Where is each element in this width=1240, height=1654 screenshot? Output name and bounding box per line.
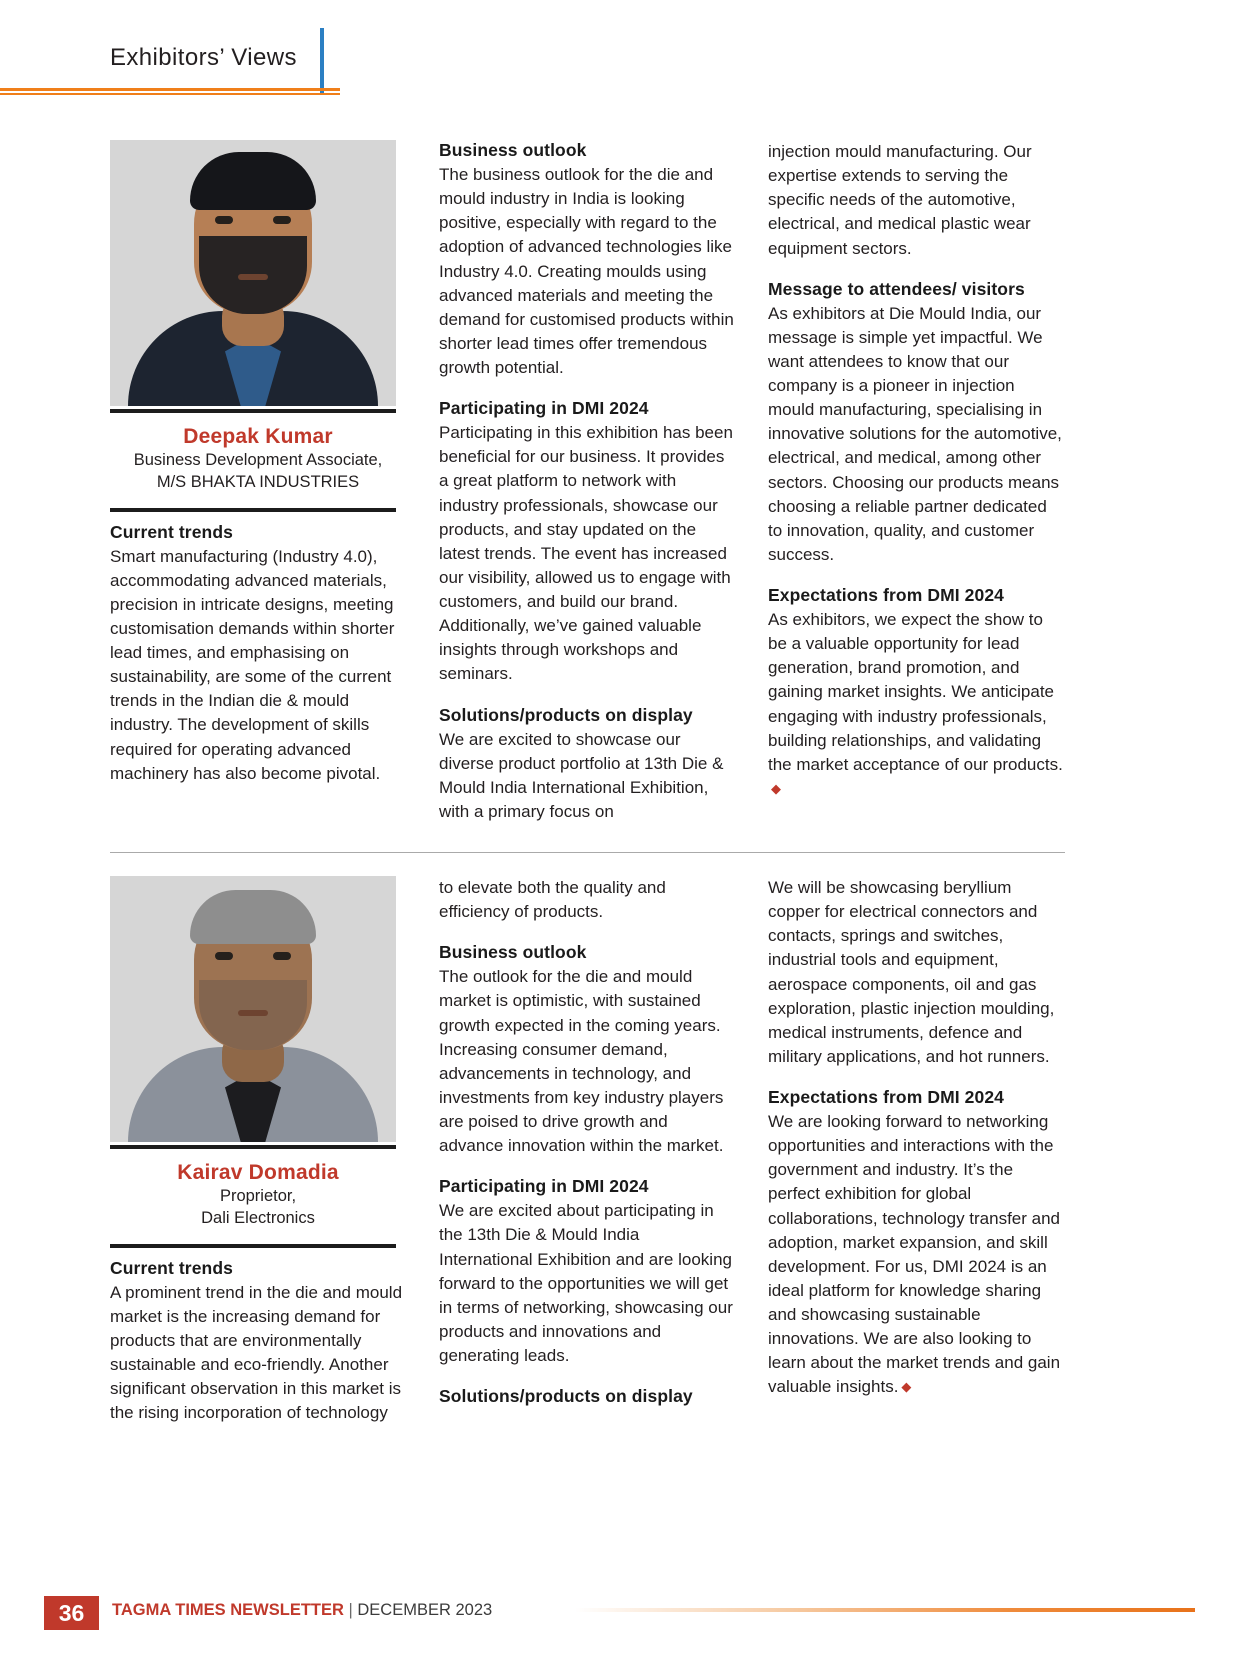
article-left-column — [110, 876, 406, 1425]
section-body: As exhibitors at Die Mould India, our message is simple yet impactful. We want attendees to know that our company is a pioneer in injection mould manufacturing, specialising in innovative solutions for the automotive, electrical, and medical, among other sectors. Choosing our products means choosing a reliable partner dedicated to innovation, quality, and customer success. — [768, 303, 1062, 564]
section-solutions-products — [439, 1386, 735, 1407]
footer-separator: | — [348, 1601, 353, 1619]
section-participating-dmi-2024 — [439, 1176, 735, 1368]
section-heading: Solutions/products on display — [439, 1386, 693, 1407]
section-current-trends — [110, 1258, 406, 1426]
section-body: to elevate both the quality and efficiency of products. — [439, 878, 666, 922]
header-rule-thin — [0, 93, 340, 95]
article-deepak-kumar — [110, 140, 1065, 824]
section-business-outlook — [439, 942, 735, 1158]
section-heading: Participating in DMI 2024 — [439, 1176, 649, 1197]
footer-gradient-rule — [575, 1608, 1195, 1612]
person-name: Deepak Kumar — [183, 425, 333, 448]
section-body: The outlook for the die and mould market is optimistic, with sustained growth expected in the coming years. Increasing consumer demand, advancements in technology, and investments from key industry players are poised to drive growth and advance innovation within the market. — [439, 967, 724, 1156]
section-body: Participating in this exhibition has been beneficial for our business. It provides a great platform to network with industry professionals, showcase our products, and stay updated on the latest trends. The event has increased our visibility, allowed us to engage with customers, and build our brand. Additionally, we’ve gained valuable insights through workshops and seminars. — [439, 423, 733, 684]
photo-eye-left — [215, 216, 233, 224]
section-current-trends — [110, 522, 406, 786]
section-business-outlook — [439, 140, 735, 380]
section-body: We are excited about participating in the 13th Die & Mould India International Exhibition and are looking forward to the opportunities we will get in terms of networking, showcasing our products and innovations and generating leads. — [439, 1201, 733, 1365]
footer-publication-name: TAGMA TIMES NEWSLETTER — [112, 1601, 344, 1619]
section-continuation — [768, 876, 1064, 1069]
section-continuation — [439, 876, 735, 924]
section-heading: Expectations from DMI 2024 — [768, 1087, 1005, 1107]
footer-issue-date: DECEMBER 2023 — [357, 1601, 493, 1619]
person-name: Kairav Domadia — [177, 1161, 339, 1184]
section-body: We will be showcasing beryllium copper for electrical connectors and contacts, springs and switches, industrial tools and equipment, aerospace components, oil and gas exploration, plastic injection moulding, medical instruments, defence and military applications, and hot runners. — [768, 878, 1055, 1066]
section-heading: Solutions/products on display — [439, 704, 693, 725]
section-body: The business outlook for the die and mould industry in India is looking positive, especially with regard to the adoption of advanced technologies like Industry 4.0. Creating moulds using advanced materials and meeting the demand for customised products within shorter lead times offer tremendous growth potential. — [439, 165, 734, 377]
photo-hair — [190, 890, 316, 944]
photo-eye-right — [273, 952, 291, 960]
person-company: Dali Electronics — [201, 1209, 315, 1228]
person-role: Proprietor, — [219, 1187, 297, 1205]
article-left-column — [110, 140, 406, 786]
section-body: We are excited to showcase our diverse product portfolio at 13th Die & Mould India International Exhibition, with a primary focus on — [439, 729, 724, 821]
person-caption — [110, 425, 406, 494]
photo-eye-left — [215, 952, 233, 960]
section-heading: Business outlook — [439, 942, 587, 963]
photo-mouth — [238, 274, 268, 280]
footer-publication-line — [112, 1601, 492, 1620]
section-heading: Current trends — [110, 1257, 233, 1278]
photo-underline — [110, 409, 396, 413]
article-right-column — [768, 140, 1064, 801]
article-columns — [110, 876, 1065, 1425]
section-participating-dmi-2024 — [439, 398, 735, 686]
section-message-to-attendees — [768, 279, 1064, 567]
section-expectations-dmi-2024 — [768, 585, 1064, 801]
article-right-column — [768, 876, 1064, 1400]
section-body — [768, 1110, 1064, 1400]
page-footer — [0, 1588, 1240, 1654]
section-body-text: As exhibitors, we expect the show to be a valuable opportunity for lead generation, brand promotion, and gaining market insights. We anticipate engaging with industry professionals, building relationships, and validating the market acceptance of our products. — [768, 610, 1063, 774]
header-rule-thick — [0, 88, 340, 91]
portrait-photo — [110, 140, 396, 406]
person-role: Business Development Associate, — [133, 451, 383, 469]
section-heading: Expectations from DMI 2024 — [768, 585, 1005, 605]
section-heading: Business outlook — [439, 140, 587, 160]
article-middle-column — [439, 876, 735, 1409]
article-divider — [110, 852, 1065, 853]
photo-underline — [110, 1145, 396, 1149]
section-heading: Current trends — [110, 521, 233, 542]
photo-eye-right — [273, 216, 291, 224]
person-company: M/S BHAKTA INDUSTRIES — [156, 473, 360, 492]
header-vertical-accent — [320, 28, 324, 95]
section-continuation — [768, 140, 1064, 261]
caption-divider — [110, 508, 396, 512]
section-expectations-dmi-2024 — [768, 1087, 1064, 1400]
section-heading: Participating in DMI 2024 — [439, 398, 649, 419]
page-number-badge: 36 — [44, 1596, 99, 1630]
section-body: Smart manufacturing (Industry 4.0), accommodating advanced materials, precision in intricate designs, meeting customisation demands within shorter lead times, and emphasising on sustainability, are some of the current trends in the Indian die & mould industry. The development of skills required for operating advanced machinery has also become pivotal. — [110, 546, 395, 783]
section-body: A prominent trend in the die and mould market is the increasing demand for products that are environmentally sustainable and eco-friendly. Another significant observation in this market is the rising incorporation of technology — [110, 1282, 403, 1423]
page-title: Exhibitors’ Views — [110, 44, 297, 71]
section-body — [768, 608, 1064, 801]
section-body: injection mould manufacturing. Our expertise extends to serving the specific needs of the automotive, electrical, and medical plastic wear equipment sectors. — [768, 142, 1032, 258]
portrait-photo — [110, 876, 396, 1142]
article-middle-column — [439, 140, 735, 824]
section-solutions-products — [439, 705, 735, 825]
person-caption — [110, 1161, 406, 1230]
end-of-article-marker: ◆ — [901, 1379, 912, 1395]
article-columns — [110, 140, 1065, 824]
section-body-text: We are looking forward to networking opportunities and interactions with the government and industry. It’s the perfect exhibition for global collaborations, technology transfer and adoption, market expansion, and skill development. For us, DMI 2024 is an ideal platform for knowledge sharing and showcasing sustainable innovations. We are also looking to learn about the market trends and gain valuable insights. — [768, 1112, 1061, 1397]
end-of-article-marker: ◆ — [771, 780, 781, 796]
article-kairav-domadia — [110, 876, 1065, 1425]
photo-mouth — [238, 1010, 268, 1016]
page-header — [0, 0, 1240, 110]
section-heading: Message to attendees/ visitors — [768, 278, 1025, 299]
caption-divider — [110, 1244, 396, 1248]
